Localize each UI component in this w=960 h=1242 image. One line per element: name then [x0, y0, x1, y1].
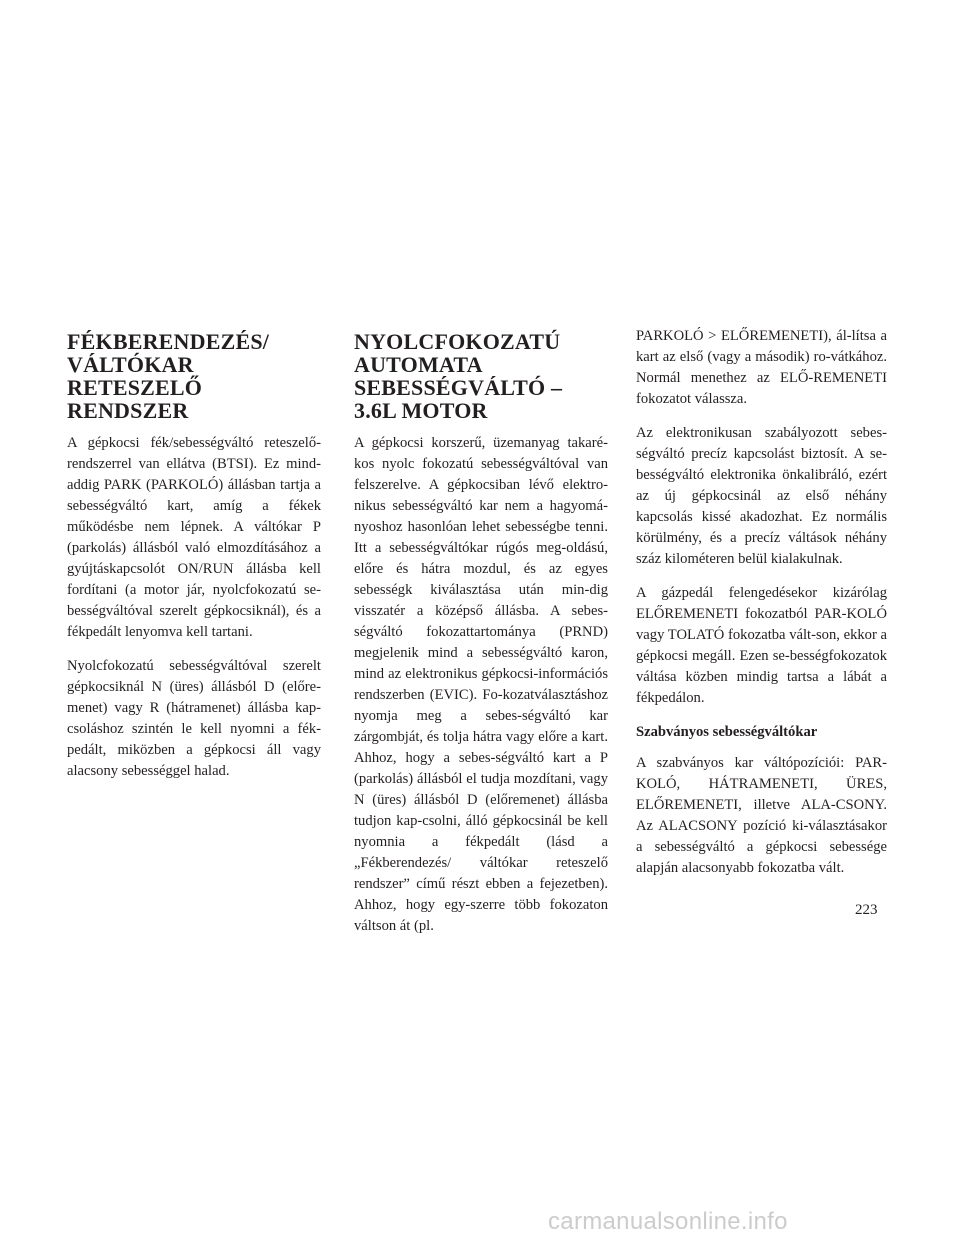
- paragraph: A gázpedál felengedésekor kizárólag ELŐREMENETI fokozatból PAR-KOLÓ vagy TOLATÓ fokozatba vált-son, ekkor a gépkocsi megáll. Ezen se-bességfokozatok váltása közben mindig tartsa a lábát a fékpedálon.: [636, 585, 887, 706]
- paragraph: A gépkocsi fék/sebességváltó reteszelő-rendszerrel van ellátva (BTSI). Ez mind-addig PARK (PARKOLÓ) állásban tartja a sebességváltó kart, amíg a fékek működésbe nem lépnek. A váltókar P (parkolás) állásból való elmozdításához a gyújtáskapcsolót ON/RUN állásba kell fordítani (a motor jár, nyolcfokozatú se-bességváltóval szerelt gépkocsiknál), és a fékpedált lenyomva kell tartani.: [67, 435, 321, 640]
- paragraph: A gépkocsi korszerű, üzemanyag takaré-kos nyolc fokozatú sebességváltóval van felszerelve. A gépkocsiban lévő elektro-nikus sebességváltó kar nem a hagyomá-nyoshoz hasonlóan lehet sebességbe tenni. Itt a sebességváltókar rúgós meg-oldású, előre és hátra mozdul, és az egyes sebességk kiválasztása után min-dig visszatér a középső állásba. A sebes-ségváltó fokozattartománya (PRND) megjelenik mind a sebességváltó karon, mind az elektronikus gépkocsi-információs rendszerben (EVIC). Fo-kozatválasztáshoz nyomja meg a sebes-ségváltó kar zárgombját, és tolja hátra vagy előre a kart. Ahhoz, hogy a sebes-ségváltó kart a P (parkolás) állásból el tudja mozdítani, vagy N (üres) állásból D (előremenet) állásba tudjon kap-csolni, álló gépkocsinál be kell nyomnia a fékpedált (lásd a „Fékberendezés/ váltókar reteszelő rendszer” című részt ebben a fejezetben). Ahhoz, hogy egy-szerre több fokozaton váltson át (pl.: [354, 435, 608, 934]
- paragraph: A szabványos kar váltópozíciói: PAR-KOLÓ, HÁTRAMENETI, ÜRES, ELŐREMENETI, illetve ALA-CSONY. Az ALACSONY pozíció ki-választásakor a sebességváltó a gépkocsi sebessége alapján alacsonyabb fokozatba vált.: [636, 755, 887, 876]
- column-left: [67, 330, 321, 795]
- paragraph: Az elektronikusan szabályozott sebes-ségváltó precíz kapcsolást biztosít. A se-bességváltó elektronika önkalibráló, ezért az új gépkocsinál az első néhány kapcsolás kissé akadozhat. Ez normális körülmény, és a precíz váltások néhány száz kilométeren belül kialakulnak.: [636, 425, 887, 567]
- subheading-standard-shifter: Szabványos sebességváltókar: [636, 724, 818, 740]
- column-middle: [354, 330, 608, 950]
- column-right: [636, 330, 887, 892]
- paragraph: Nyolcfokozatú sebességváltóval szerelt gépkocsiknál N (üres) állásból D (előre-menet) vagy R (hátramenet) állásba kap-csoláshoz szintén le kell nyomni a fék-pedált, miközben a gépkocsi áll vagy alacsony sebességgel halad.: [67, 658, 321, 779]
- paragraph: PARKOLÓ > ELŐREMENETI), ál-lítsa a kart az első (vagy a második) ro-vátkához. Normál menethez az ELŐ-REMENETI fokozatot válassza.: [636, 328, 887, 407]
- watermark: carmanualsonline.info: [548, 1208, 788, 1235]
- page-number: 223: [855, 902, 878, 918]
- section-heading-eight-speed-transmission: NYOLCFOKOZATÚ AUTOMATA SEBESSÉGVÁLTÓ – 3.6L MOTOR: [354, 329, 563, 423]
- section-heading-brake-shift-interlock: FÉKBERENDEZÉS/ VÁLTÓKAR RETESZELŐ RENDSZER: [67, 329, 270, 423]
